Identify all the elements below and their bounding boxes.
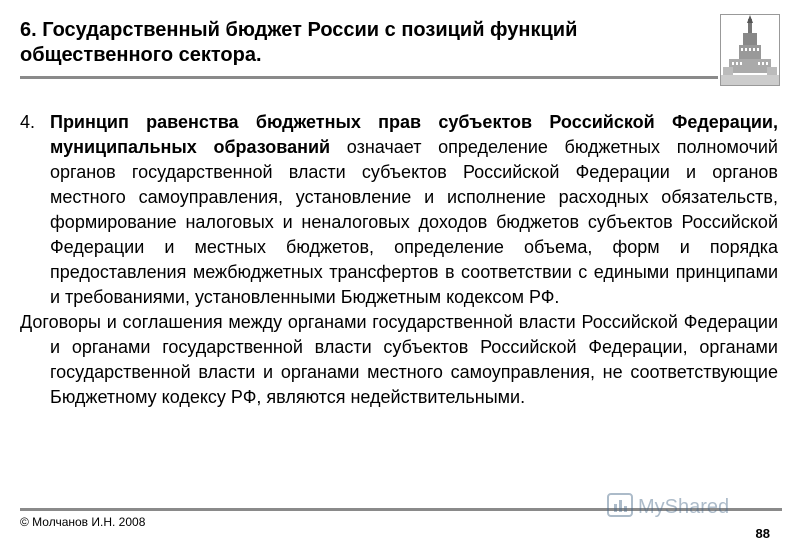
slide-title: 6. Государственный бюджет России с позиций функций общественного сектора. <box>20 19 578 66</box>
page-number: 88 <box>755 526 770 541</box>
item-number: 4. <box>20 112 36 132</box>
principle-paragraph <box>20 110 778 310</box>
principle-text: означает определение бюджетных полномочий органов государственной власти субъектов Российской Федерации и органов местного самоуправления, установление и исполнение расходных обязательств, формирование налоговых и неналоговых доходов бюджетов субъектов Российской Федерации и местных бюджетов, определение объема, форм и порядка предоставления межбюджетных трансфертов в соответствии с едиными принципами и требованиями, установленными Бюджетным кодексом РФ. <box>50 137 778 307</box>
slide-body <box>20 110 778 410</box>
watermark-label: MyShared <box>638 496 730 518</box>
principle-heading: Принцип равенства бюджетных прав субъектов Российской Федерации, муниципальных образований <box>50 112 778 157</box>
copyright-text: © Молчанов И.Н. 2008 <box>20 515 146 529</box>
watermark <box>606 490 766 522</box>
university-logo-icon <box>720 14 780 86</box>
agreements-paragraph: Договоры и соглашения между органами государственной власти Российской Федерации и органами государственной власти субъектов Российской Федерации, органами государственной власти и органами местного самоуправления, не соответствующие Бюджетному кодексу РФ, являются недействительными. <box>20 312 778 407</box>
watermark-logo-icon <box>606 490 766 522</box>
title-divider <box>20 76 718 79</box>
